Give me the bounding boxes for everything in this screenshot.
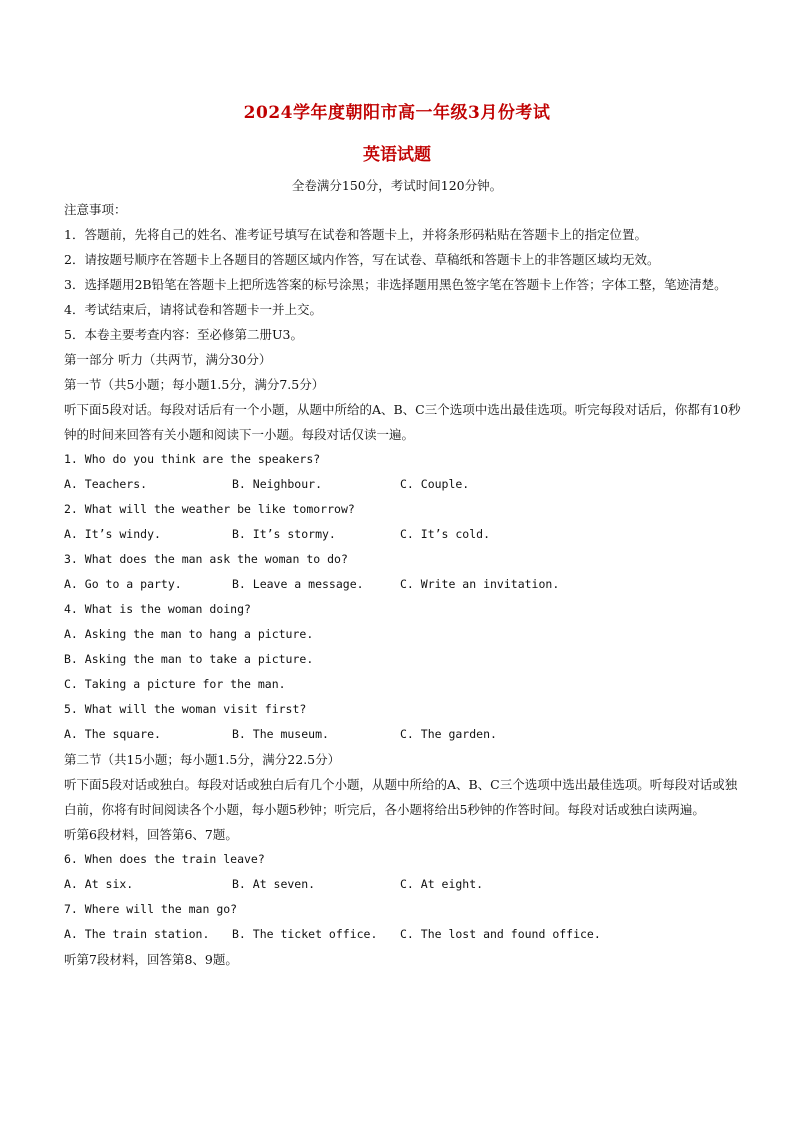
option-b: B. The museum. (232, 727, 329, 741)
subject-title: 英语试题 (363, 145, 431, 165)
option-c: C. Taking a picture for the man. (64, 677, 286, 691)
question-stem: 6. When does the train leave? (64, 852, 265, 866)
exam-body (64, 197, 744, 972)
question-options (64, 572, 744, 597)
option-c: C. Couple. (400, 477, 470, 491)
option-a: A. At six. (64, 877, 134, 891)
option-a: A. Asking the man to hang a picture. (64, 627, 314, 641)
option-b: B. The ticket office. (232, 927, 378, 941)
option-c: C. The garden. (400, 727, 497, 741)
option-a: A. The train station. (64, 927, 210, 941)
section2-instructions: 听下面5段对话或独白。每段对话或独白后有几个小题，从题中所给的A、B、C三个选项中选出最佳选项。听每段对话或独白前，你将有时间阅读各个小题，每小题5秒钟；听完后，各小题将给出5秒钟的作答时间。每段对话或独白读两遍。 (64, 777, 738, 817)
question-stem: 5. What will the woman visit first? (64, 702, 307, 716)
exam-info: 全卷满分150分，考试时间120分钟。 (291, 178, 503, 193)
option-c: C. Write an invitation. (400, 577, 560, 591)
material-label: 听第7段材料，回答第8、9题。 (64, 952, 238, 967)
notes-heading: 注意事项： (64, 202, 127, 217)
option-b: B. Neighbour. (232, 477, 323, 491)
material-label: 听第6段材料，回答第6、7题。 (64, 827, 238, 842)
question-stem: 2. What will the weather be like tomorrow? (64, 502, 355, 516)
question-stem: 4. What is the woman doing? (64, 602, 251, 616)
question-options (64, 872, 744, 897)
section1-instructions: 听下面5段对话。每段对话后有一个小题，从题中所给的A、B、C三个选项中选出最佳选项。听完每段对话后，你都有10秒钟的时间来回答有关小题和阅读下一小题。每段对话仅读一遍。 (64, 402, 741, 442)
note-item: 4．考试结束后，请将试卷和答题卡一并上交。 (64, 302, 322, 317)
note-item: 2．请按题号顺序在答题卡上各题目的答题区域内作答，写在试卷、草稿纸和答题卡上的非答题区域均无效。 (64, 252, 660, 267)
option-b: B. It’s stormy. (232, 527, 336, 541)
section2-heading: 第二节（共15小题；每小题1.5分，满分22.5分） (64, 752, 341, 767)
option-a: A. The square. (64, 727, 161, 741)
question-options (64, 472, 744, 497)
option-a: A. Go to a party. (64, 577, 182, 591)
exam-title: 2024学年度朝阳市高一年级3月份考试 (243, 103, 551, 123)
option-c: C. It’s cold. (400, 527, 491, 541)
option-c: C. The lost and found office. (400, 927, 601, 941)
question-stem: 1. Who do you think are the speakers? (64, 452, 321, 466)
note-item: 3．选择题用2B铅笔在答题卡上把所选答案的标号涂黑；非选择题用黑色签字笔在答题卡上作答；字体工整，笔迹清楚。 (64, 277, 727, 292)
question-stem: 7. Where will the man go? (64, 902, 238, 916)
note-item: 5．本卷主要考查内容：至必修第二册U3。 (64, 327, 303, 342)
option-c: C. At eight. (400, 877, 484, 891)
question-stem: 3. What does the man ask the woman to do? (64, 552, 348, 566)
option-a: A. Teachers. (64, 477, 148, 491)
question-options (64, 522, 744, 547)
part1-heading: 第一部分 听力（共两节，满分30分） (64, 352, 272, 367)
note-item: 1．答题前，先将自己的姓名、准考证号填写在试卷和答题卡上，并将条形码粘贴在答题卡上的指定位置。 (64, 227, 647, 242)
option-b: B. At seven. (232, 877, 316, 891)
option-a: A. It’s windy. (64, 527, 161, 541)
question-options (64, 922, 744, 947)
option-b: B. Asking the man to take a picture. (64, 652, 314, 666)
option-b: B. Leave a message. (232, 577, 364, 591)
question-options (64, 722, 744, 747)
section1-heading: 第一节（共5小题；每小题1.5分，满分7.5分） (64, 377, 325, 392)
